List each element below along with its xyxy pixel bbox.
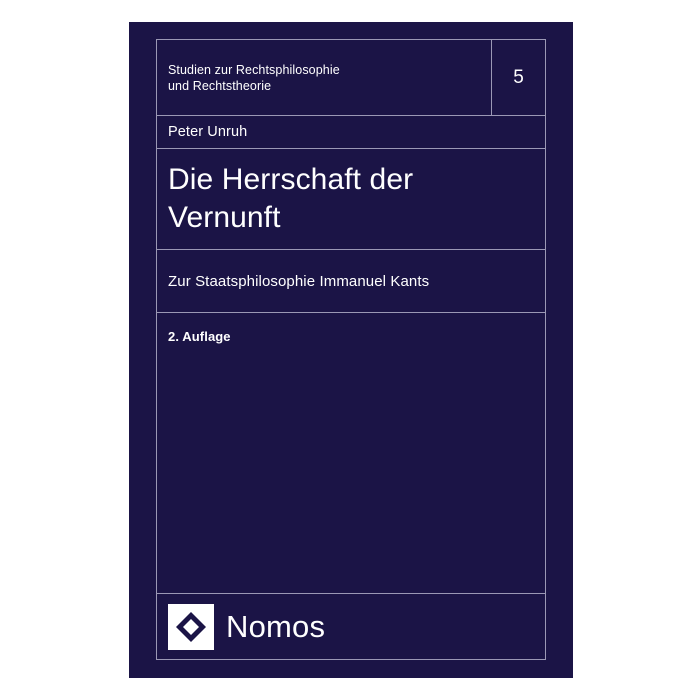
subtitle: Zur Staatsphilosophie Immanuel Kants bbox=[168, 272, 430, 290]
page-title bbox=[157, 161, 413, 237]
subtitle-block bbox=[157, 250, 545, 313]
title-block bbox=[157, 149, 545, 250]
series-title-line-1: Studien zur Rechtsphilosophie bbox=[168, 62, 340, 77]
title-line-2: Vernunft bbox=[168, 201, 281, 234]
publisher-block bbox=[157, 594, 545, 659]
author-block bbox=[157, 116, 545, 149]
cover-frame bbox=[156, 39, 546, 660]
edition-label: 2. Auflage bbox=[168, 329, 231, 344]
publisher-name: Nomos bbox=[226, 608, 326, 644]
nomos-diamond-logo-icon bbox=[168, 604, 214, 650]
series-block bbox=[157, 40, 545, 116]
title-line-1: Die Herrschaft der bbox=[168, 163, 414, 196]
series-number: 5 bbox=[513, 66, 524, 88]
series-title bbox=[157, 62, 340, 94]
book-cover bbox=[129, 22, 573, 678]
series-title-line-2: und Rechtstheorie bbox=[168, 78, 272, 93]
series-number-cell bbox=[491, 40, 545, 115]
edition-block bbox=[157, 313, 545, 594]
author-name: Peter Unruh bbox=[168, 124, 248, 140]
